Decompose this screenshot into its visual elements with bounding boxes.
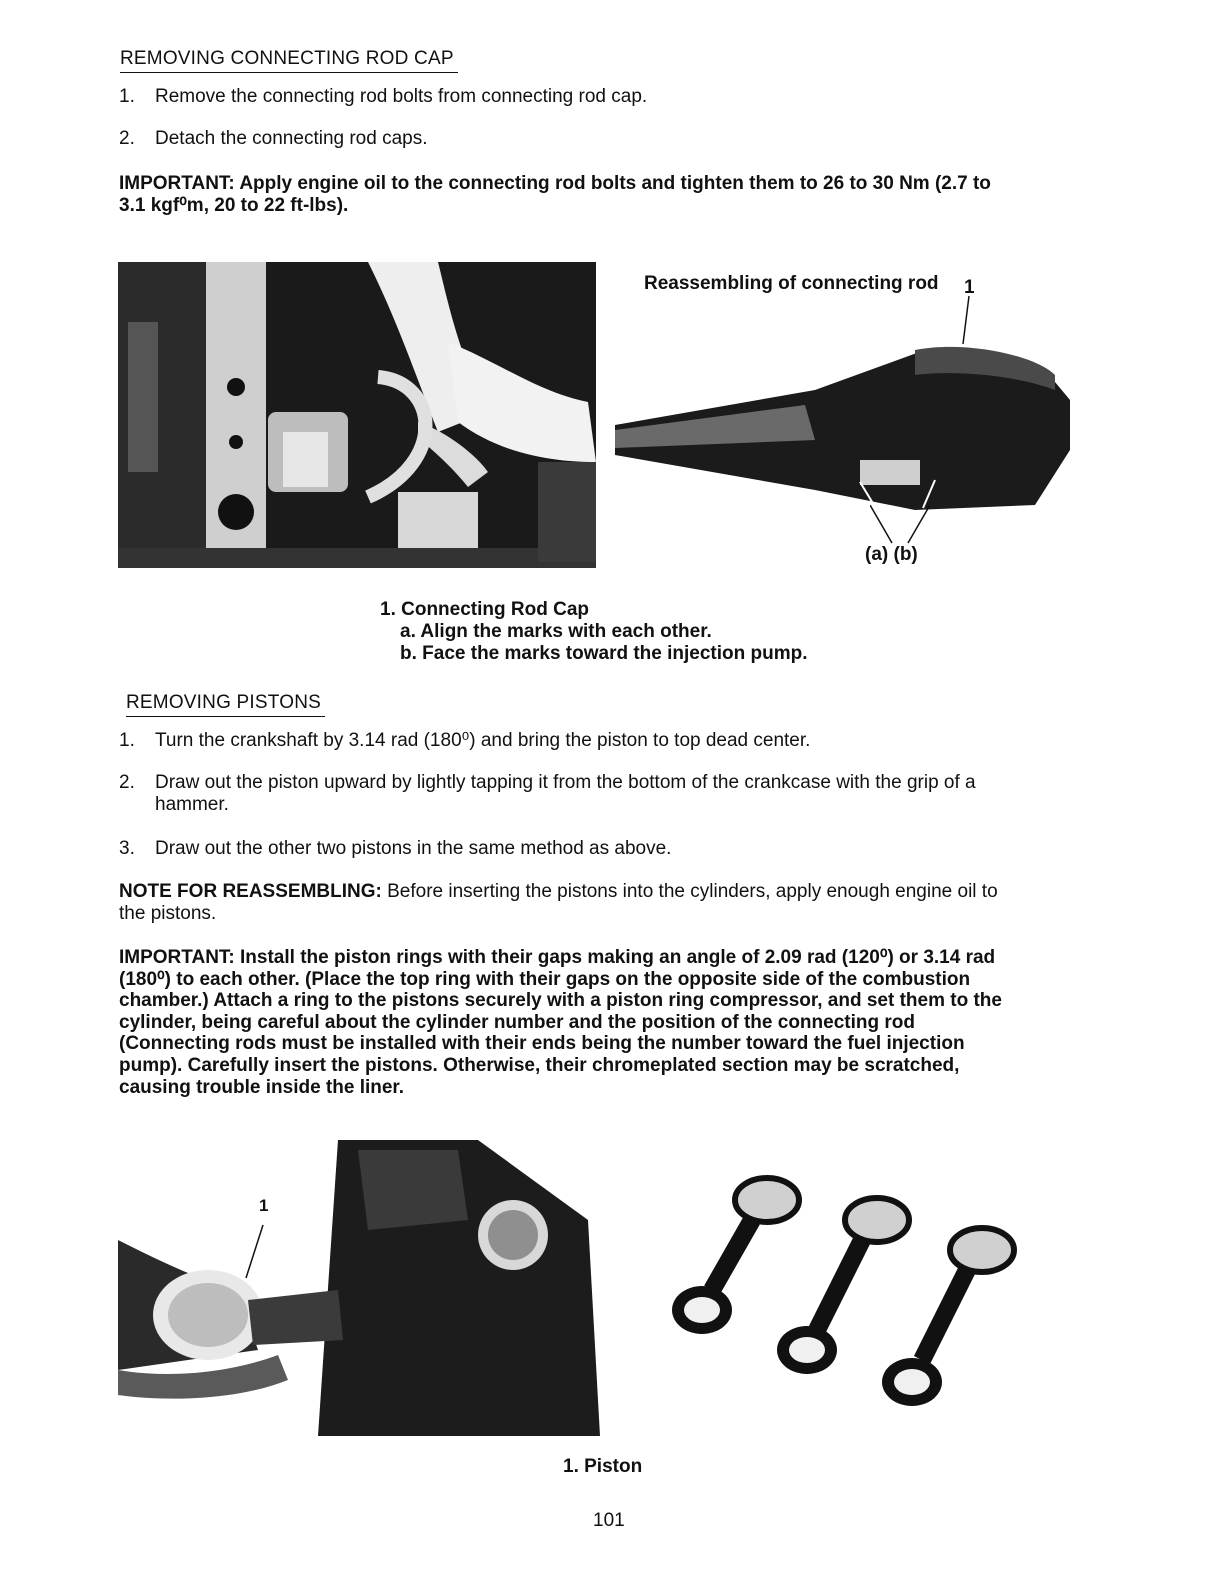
important-piston-rings-note	[119, 947, 1019, 1098]
photo-reassembling-connecting-rod	[615, 330, 1075, 520]
step-text: Turn the crankshaft by 3.14 rad (180⁰) and bring the piston to top dead center.	[155, 730, 811, 751]
section-heading-removing-rod-cap: REMOVING CONNECTING ROD CAP	[120, 48, 458, 73]
rod-cap-step-2	[119, 128, 1079, 152]
marks-leader-lines	[870, 505, 940, 545]
important-label: IMPORTANT:	[119, 173, 235, 194]
rod-cap-step-1	[119, 86, 1079, 110]
note-for-reassembling	[119, 881, 1014, 924]
pistons-step-1	[119, 730, 1019, 754]
marks-label-a-b: (a) (b)	[865, 544, 918, 565]
important-text: Apply engine oil to the connecting rod bolts and tighten them to 26 to 30 Nm (2.7 to 3.1 kgf⁰m, 20 to 22 ft-lbs).	[119, 173, 991, 216]
photo-inserting-piston	[118, 1140, 600, 1436]
step-text: Detach the connecting rod caps.	[155, 128, 428, 149]
page-number: 101	[593, 1510, 625, 1531]
note-label: NOTE FOR REASSEMBLING:	[119, 881, 382, 902]
step-number: 1.	[119, 730, 135, 751]
reassembling-title: Reassembling of connecting rod	[644, 273, 939, 294]
pistons-step-2	[119, 772, 1019, 818]
photo-rod-cap-illustration	[118, 262, 596, 568]
step-text: Draw out the piston upward by lightly tapping it from the bottom of the crankcase with the grip of a hammer.	[155, 772, 976, 815]
callout-leader-line	[955, 296, 975, 346]
pistons-step-3	[119, 838, 1019, 862]
note-text: Before inserting the pistons into the cylinders, apply enough engine oil to the pistons.	[119, 881, 998, 924]
figure2-callout-1: 1	[259, 1196, 269, 1215]
figure1-caption-a: a. Align the marks with each other.	[400, 621, 712, 642]
callout-number-1: 1	[964, 277, 975, 298]
figure1-caption-b: b. Face the marks toward the injection pump.	[400, 643, 808, 664]
connecting-rod-illustration	[615, 330, 1075, 520]
important-torque-note	[119, 173, 1009, 216]
photo-three-pistons	[662, 1160, 1034, 1435]
photo-removing-rod-cap	[118, 262, 596, 568]
section-heading-removing-pistons: REMOVING PISTONS	[126, 692, 325, 717]
piston-insertion-illustration	[118, 1140, 600, 1436]
figure1-caption-title: 1. Connecting Rod Cap	[380, 599, 589, 620]
step-number: 2.	[119, 128, 135, 149]
important-label: IMPORTANT:	[119, 947, 235, 968]
step-text: Remove the connecting rod bolts from connecting rod cap.	[155, 86, 648, 107]
figure2-caption: 1. Piston	[563, 1456, 643, 1477]
step-number: 3.	[119, 838, 135, 859]
pistons-with-rods-illustration	[662, 1160, 1034, 1435]
step-text: Draw out the other two pistons in the same method as above.	[155, 838, 672, 859]
important-text: Install the piston rings with their gaps making an angle of 2.09 rad (120⁰) or 3.14 rad (180⁰) to each other. (Place the top ring with their gaps on the opposite side of the combustion chamber.) Attach a ring to the pistons securely with a piston ring compressor, and set them to the cylinder, being careful about the cylinder number and the position of the connecting rod (Connecting rods must be installed with their ends being the number toward the fuel injection pump). Carefully insert the pistons. Otherwise, their chromeplated section may be scratched, causing trouble inside the liner.	[119, 947, 1002, 1098]
step-number: 1.	[119, 86, 135, 107]
step-number: 2.	[119, 772, 135, 793]
